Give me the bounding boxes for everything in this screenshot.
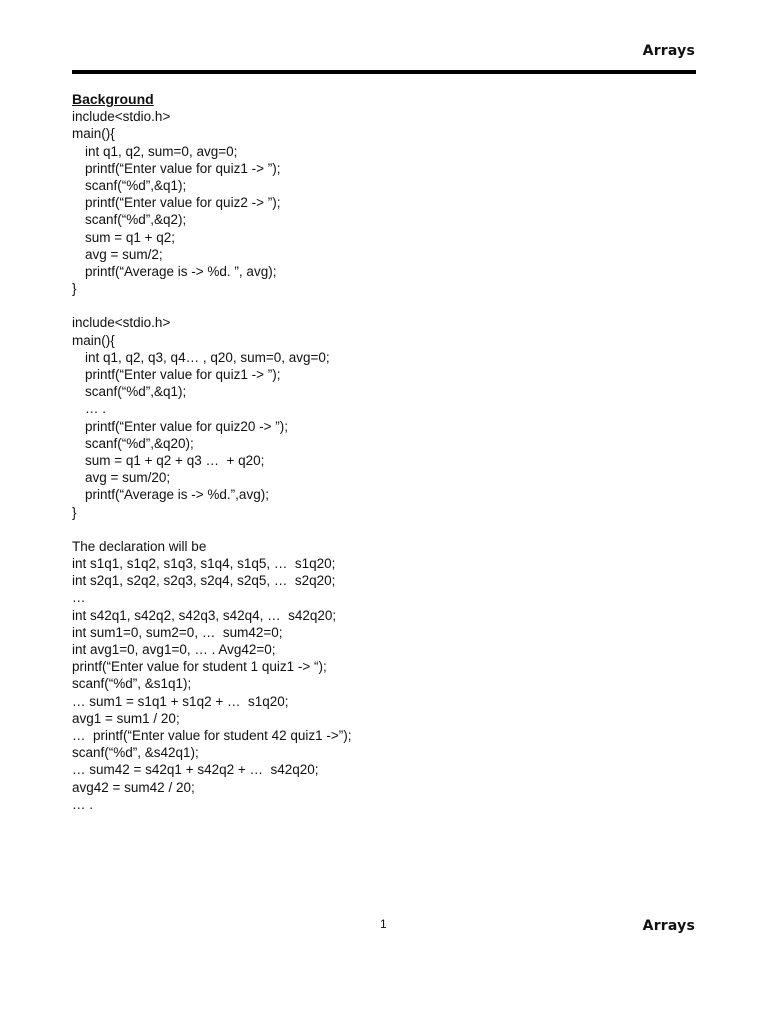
header-divider [72,70,696,74]
code-line: int q1, q2, sum=0, avg=0; [85,143,238,159]
code-line: scanf(“%d”,&q20); [85,435,194,451]
code-line: int avg1=0, avg1=0, … . Avg42=0; [72,642,276,657]
section-heading: Background [72,91,154,107]
code-line: int s1q1, s1q2, s1q3, s1q4, s1q5, … s1q20; [72,556,336,572]
code-line: avg1 = sum1 / 20; [72,710,180,726]
code-line: scanf(“%d”,&q2); [85,212,187,228]
code-line: … sum1 = s1q1 + s1q2 + … s1q20; [72,693,289,709]
code-line: } [72,504,77,520]
code-line: } [72,281,77,297]
code-line: … [72,590,86,606]
code-line: int sum1=0, sum2=0, … sum42=0; [72,624,283,640]
code-block-twenty-quizzes [72,314,696,520]
code-line: scanf(“%d”, &s1q1); [72,676,192,692]
code-line: sum = q1 + q2; [85,229,176,245]
code-line: avg = sum/2; [85,246,163,262]
blank-line [72,521,696,538]
page-number: 1 [380,917,387,931]
code-line: avg42 = sum42 / 20; [72,779,195,795]
code-line: … . [85,401,107,417]
page-header-title: Arrays [642,43,695,59]
code-line: avg = sum/20; [85,470,171,486]
code-line: printf(“Enter value for student 1 quiz1 -> “); [72,659,327,675]
code-line: printf(“Average is -> %d.”,avg); [85,487,269,503]
declaration-block [72,538,696,813]
code-line: scanf(“%d”,&q1); [85,177,187,193]
code-line: sum = q1 + q2 + q3 … + q20; [85,452,265,468]
code-line: printf(“Enter value for quiz2 -> ”); [85,195,281,211]
code-line: … printf(“Enter value for student 42 quiz1 ->”); [72,727,352,743]
code-line: printf(“Enter value for quiz1 -> ”); [85,367,281,382]
code-line: main(){ [72,332,115,348]
code-line: int s42q1, s42q2, s42q3, s42q4, … s42q20; [72,607,337,623]
code-line: int q1, q2, q3, q4… , q20, sum=0, avg=0; [85,349,330,365]
blank-line [72,297,696,314]
code-line: include<stdio.h> [72,109,171,125]
code-line: … sum42 = s42q1 + s42q2 + … s42q20; [72,762,319,778]
code-line: printf(“Enter value for quiz1 -> ”); [85,160,281,176]
code-line: int s2q1, s2q2, s2q3, s2q4, s2q5, … s2q20; [72,573,336,589]
code-line: … . [72,796,94,812]
document-body [72,91,696,813]
code-line: scanf(“%d”, &s42q1); [72,745,199,761]
code-line: main(){ [72,126,115,142]
page-footer-title: Arrays [642,918,695,934]
code-line: The declaration will be [72,538,207,554]
code-line: printf(“Enter value for quiz20 -> ”); [85,418,288,434]
code-line: scanf(“%d”,&q1); [85,384,187,400]
code-line: include<stdio.h> [72,315,171,331]
code-line: printf(“Average is -> %d. ”, avg); [85,263,277,279]
code-block-two-quizzes [72,108,696,297]
